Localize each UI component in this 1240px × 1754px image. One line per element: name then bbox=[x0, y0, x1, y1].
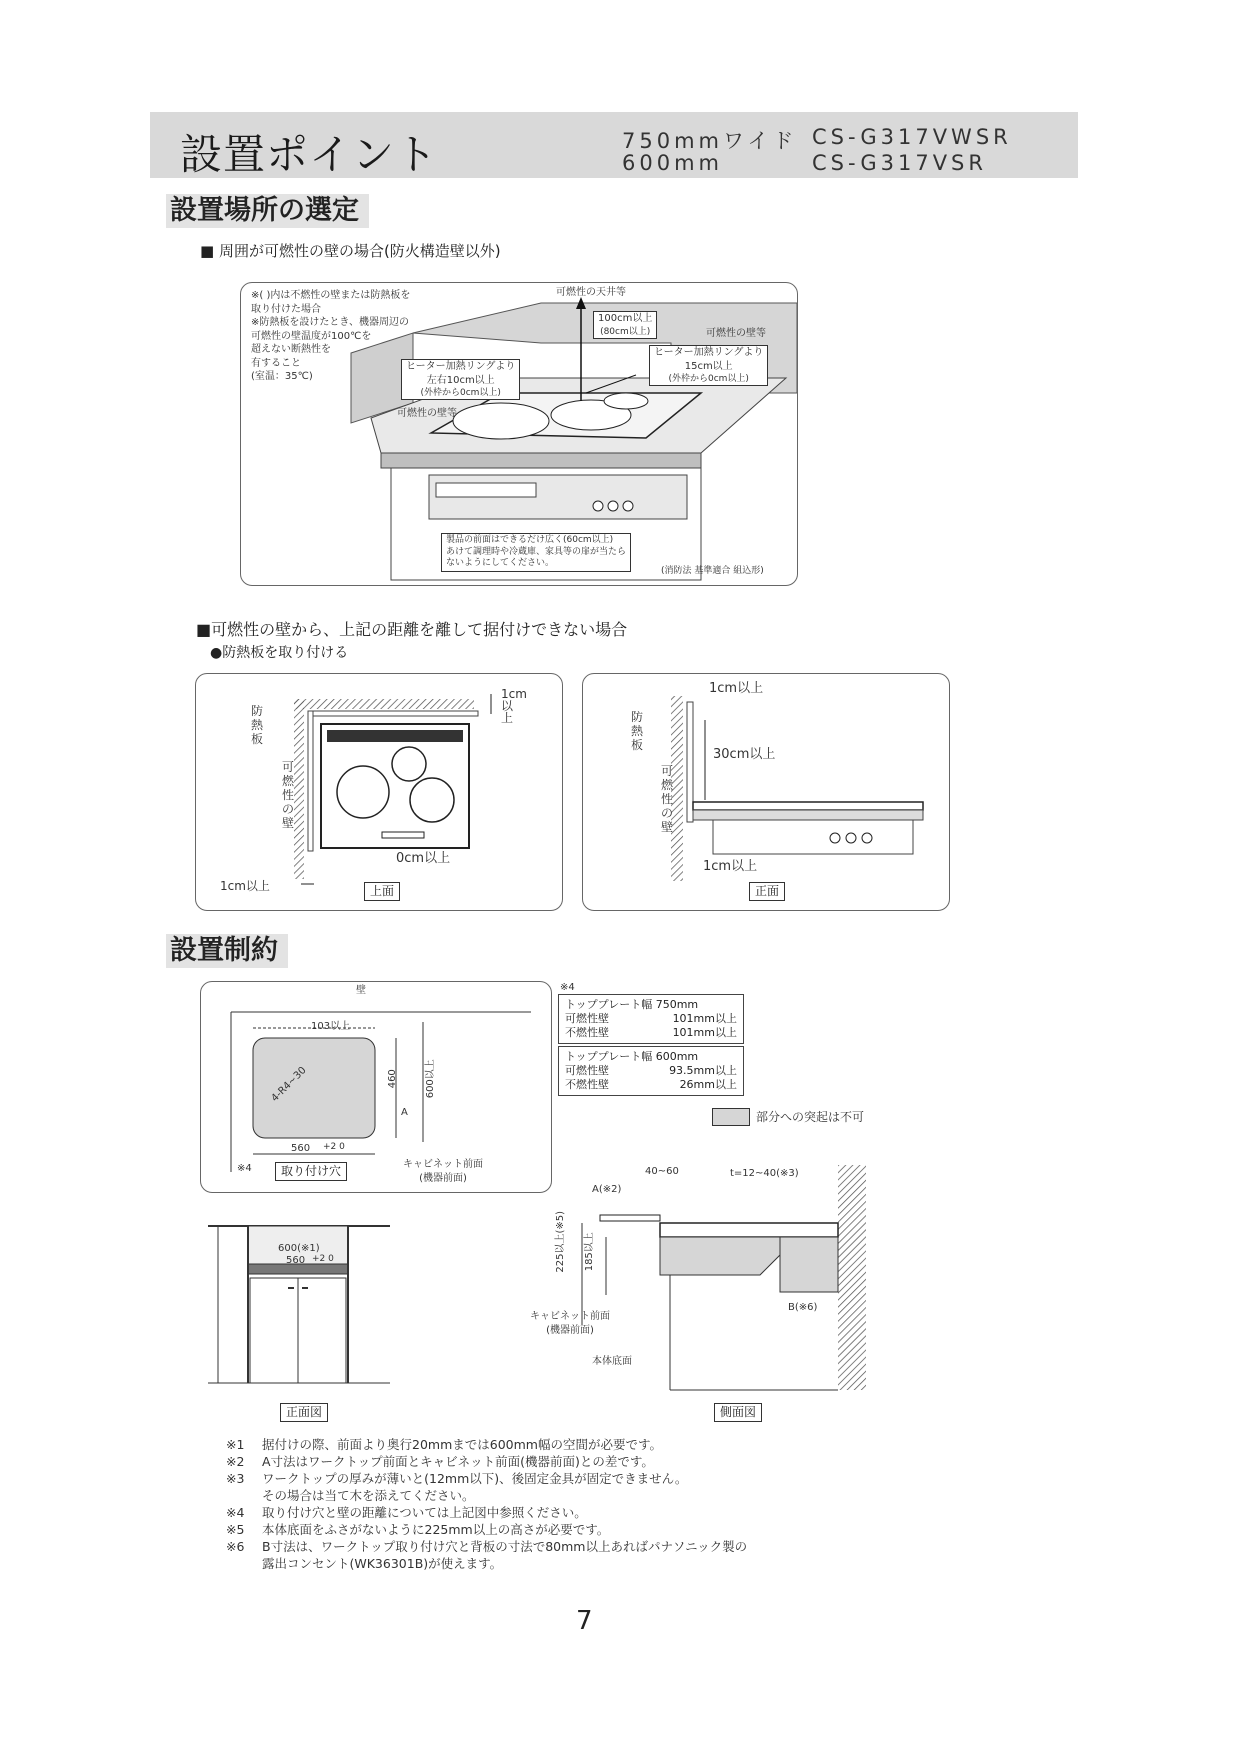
label-unit-bottom: 本体底面 bbox=[592, 1356, 632, 1367]
footnote: 露出コンセント(WK36301B)が使えます。 bbox=[262, 1556, 503, 1571]
cabinet-front-text: キャビネット前面 bbox=[530, 1311, 610, 1322]
label-heat-shield: 防熱板 bbox=[251, 704, 264, 746]
label-front-drawing: 正面図 bbox=[280, 1403, 328, 1422]
label-heater-back bbox=[649, 345, 768, 386]
label-width-560-tolerance: +2 0 bbox=[323, 1142, 345, 1152]
label-gap-back: 1cm以上 bbox=[501, 687, 527, 725]
label-shield-height: 30cm以上 bbox=[713, 747, 776, 762]
figure-clearance-perspective bbox=[240, 282, 798, 586]
label-combustible-wall: 可燃性の壁 bbox=[282, 760, 295, 830]
subheading-heat-shield: ●防熱板を取り付ける bbox=[210, 645, 349, 661]
label-heat-shield: 防熱板 bbox=[631, 710, 644, 752]
table-750mm bbox=[558, 994, 744, 1044]
footnote: ※5 本体底面をふさがないように225mm以上の高さが必要です。 bbox=[226, 1522, 610, 1537]
label-depth-600: 600以上 bbox=[424, 1059, 436, 1099]
table-row: 可燃性壁 93.5mm以上 bbox=[565, 1064, 737, 1077]
label-gap-top: 1cm以上 bbox=[709, 681, 764, 696]
table-row: 不燃性壁 101mm以上 bbox=[565, 1026, 737, 1039]
label-gap-103: 103以上 bbox=[311, 1021, 351, 1032]
label-gap-side: 1cm以上 bbox=[220, 879, 270, 893]
label-combustible-wall: 可燃性の壁 bbox=[661, 764, 674, 834]
cabinet-front-sub: (機器前面) bbox=[419, 1172, 467, 1184]
fig1-note-line: (室温：35℃) bbox=[251, 371, 313, 382]
subheading-combustible: ■ 周囲が可燃性の壁の場合(防火構造壁以外) bbox=[200, 242, 501, 260]
front-note-line: ないようにしてください。 bbox=[446, 558, 555, 569]
label-gap-bottom: 1cm以上 bbox=[703, 859, 758, 874]
heater-back-sub: (外枠から0cm以上) bbox=[668, 374, 749, 384]
heater-back-distance: 15cm以上 bbox=[684, 360, 733, 372]
label-dim-a: A(※2) bbox=[592, 1184, 622, 1195]
front-note-line: あけて調理時や冷蔵庫、家具等の扉が当たら bbox=[446, 546, 627, 557]
side-section-illustration bbox=[520, 1165, 870, 1395]
cutout-plan-illustration bbox=[201, 982, 551, 1192]
table-row: 可燃性壁 101mm以上 bbox=[565, 1012, 737, 1025]
table-row: 不燃性壁 26mm以上 bbox=[565, 1078, 737, 1091]
footnote: ※2 A寸法はワークトップ前面とキャビネット前面(機器前面)との差です。 bbox=[226, 1454, 654, 1469]
label-front-clearance bbox=[441, 533, 631, 572]
distance-top-sub: (80cm以上) bbox=[600, 326, 651, 337]
footnote: その場合は当て木を添えてください。 bbox=[262, 1488, 475, 1503]
label-top-view: 上面 bbox=[364, 882, 400, 901]
model-code-750: CS-G317VWSR bbox=[812, 125, 1012, 149]
label-heater-side bbox=[401, 359, 520, 400]
model-code-600: CS-G317VSR bbox=[812, 151, 987, 175]
fig1-note-line: 可燃性の壁温度が100℃を bbox=[251, 330, 372, 342]
table-750-title: トッププレート幅 750mm bbox=[565, 998, 699, 1011]
footnotes bbox=[226, 1436, 747, 1572]
label-depth-460: 460 bbox=[386, 1069, 398, 1089]
label-dim-a: A bbox=[401, 1107, 408, 1118]
subheading-cannot-clear: ■可燃性の壁から、上記の距離を離して据付けできない場合 bbox=[196, 620, 628, 639]
heater-side-sub: (外枠から0cm以上) bbox=[420, 388, 501, 398]
figure-shield-top-view bbox=[195, 673, 563, 911]
fig1-note-line: 有すること bbox=[251, 357, 301, 369]
footnote: ※3 ワークトップの厚みが薄いと(12mm以下)、後固定金具が固定できません。 bbox=[226, 1471, 688, 1486]
table-600-title: トッププレート幅 600mm bbox=[565, 1050, 699, 1063]
label-cutout-560-tolerance: +2 0 bbox=[312, 1254, 334, 1264]
model-size-600: 600mm bbox=[622, 151, 723, 175]
section-heading-location: 設置場所の選定 bbox=[166, 194, 369, 228]
page-title: 設置ポイント bbox=[180, 130, 439, 179]
figure-cutout-plan bbox=[200, 981, 552, 1193]
table-600mm bbox=[558, 1046, 744, 1096]
footnote: ※6 B寸法は、ワークトップ取り付け穴と背板の寸法で80mm以上あればパナソニック製の bbox=[226, 1539, 748, 1554]
label-front-view: 正面 bbox=[749, 882, 785, 901]
footnote: ※1 据付けの際、前面より奥行20mmまでは600mm幅の空間が必要です。 bbox=[226, 1437, 662, 1452]
label-height-225: 225以上(※5) bbox=[555, 1210, 567, 1273]
label-compliance: (消防法 基準適合 組込形) bbox=[661, 566, 764, 576]
label-ceiling: 可燃性の天井等 bbox=[556, 287, 626, 298]
label-space-600: 600(※1) bbox=[278, 1243, 320, 1254]
fig1-note-line: 取り付けた場合 bbox=[251, 303, 321, 315]
figure-side-section bbox=[520, 1165, 870, 1395]
label-wall-right: 可燃性の壁等 bbox=[706, 328, 766, 339]
label-corner-radius: 4-R4~30 bbox=[269, 1064, 309, 1105]
cabinet-front-sub: (機器前面) bbox=[546, 1324, 594, 1336]
fig1-note-line: ※( )内は不燃性の壁または防熱板を bbox=[251, 290, 411, 301]
label-wall: 壁 bbox=[356, 985, 366, 996]
front-note-line: 製品の前面はできるだけ広く(60cm以上) bbox=[446, 535, 614, 545]
footnote: ※4 取り付け穴と壁の距離については上記図中参照ください。 bbox=[226, 1505, 587, 1520]
legend-text: 部分への突起は不可 bbox=[756, 1110, 865, 1124]
label-dim-40-60: 40~60 bbox=[645, 1166, 679, 1177]
heater-side-distance: 左右10cm以上 bbox=[426, 374, 495, 386]
model-size-750: 750mmワイド bbox=[622, 129, 798, 153]
label-height-185: 185以上 bbox=[583, 1232, 595, 1272]
note-4-mark: ※4 bbox=[560, 982, 575, 993]
cabinet-front-text: キャビネット前面 bbox=[403, 1159, 483, 1170]
fig1-note-line: ※防熱板を設けたとき、機器周辺の bbox=[251, 317, 409, 328]
label-cutout-560: 560 bbox=[286, 1255, 306, 1266]
page-number: 7 bbox=[576, 1606, 593, 1636]
heater-back-line: ヒーター加熱リングより bbox=[654, 347, 764, 358]
label-gap-front: 0cm以上 bbox=[396, 851, 451, 866]
legend-swatch bbox=[712, 1108, 750, 1126]
label-cabinet-front bbox=[530, 1310, 610, 1337]
label-wall-left: 可燃性の壁等 bbox=[397, 408, 457, 419]
section-heading-constraints: 設置制約 bbox=[166, 934, 288, 968]
fig1-note-line: 超えない断熱性を bbox=[251, 344, 331, 355]
label-note-mark: ※4 bbox=[237, 1163, 252, 1174]
label-cabinet-front bbox=[403, 1158, 483, 1185]
label-thickness: t=12~40(※3) bbox=[730, 1168, 799, 1179]
distance-top-value: 100cm以上 bbox=[598, 313, 653, 324]
label-distance-top bbox=[593, 311, 657, 339]
heater-side-line: ヒーター加熱リングより bbox=[406, 361, 516, 372]
label-dim-b: B(※6) bbox=[788, 1302, 818, 1313]
label-width-560: 560 bbox=[291, 1143, 311, 1154]
figure-shield-front-view bbox=[582, 673, 950, 911]
figure-cabinet-front bbox=[208, 1218, 390, 1398]
label-side-drawing: 側面図 bbox=[714, 1403, 762, 1422]
label-cutout: 取り付け穴 bbox=[275, 1162, 347, 1181]
